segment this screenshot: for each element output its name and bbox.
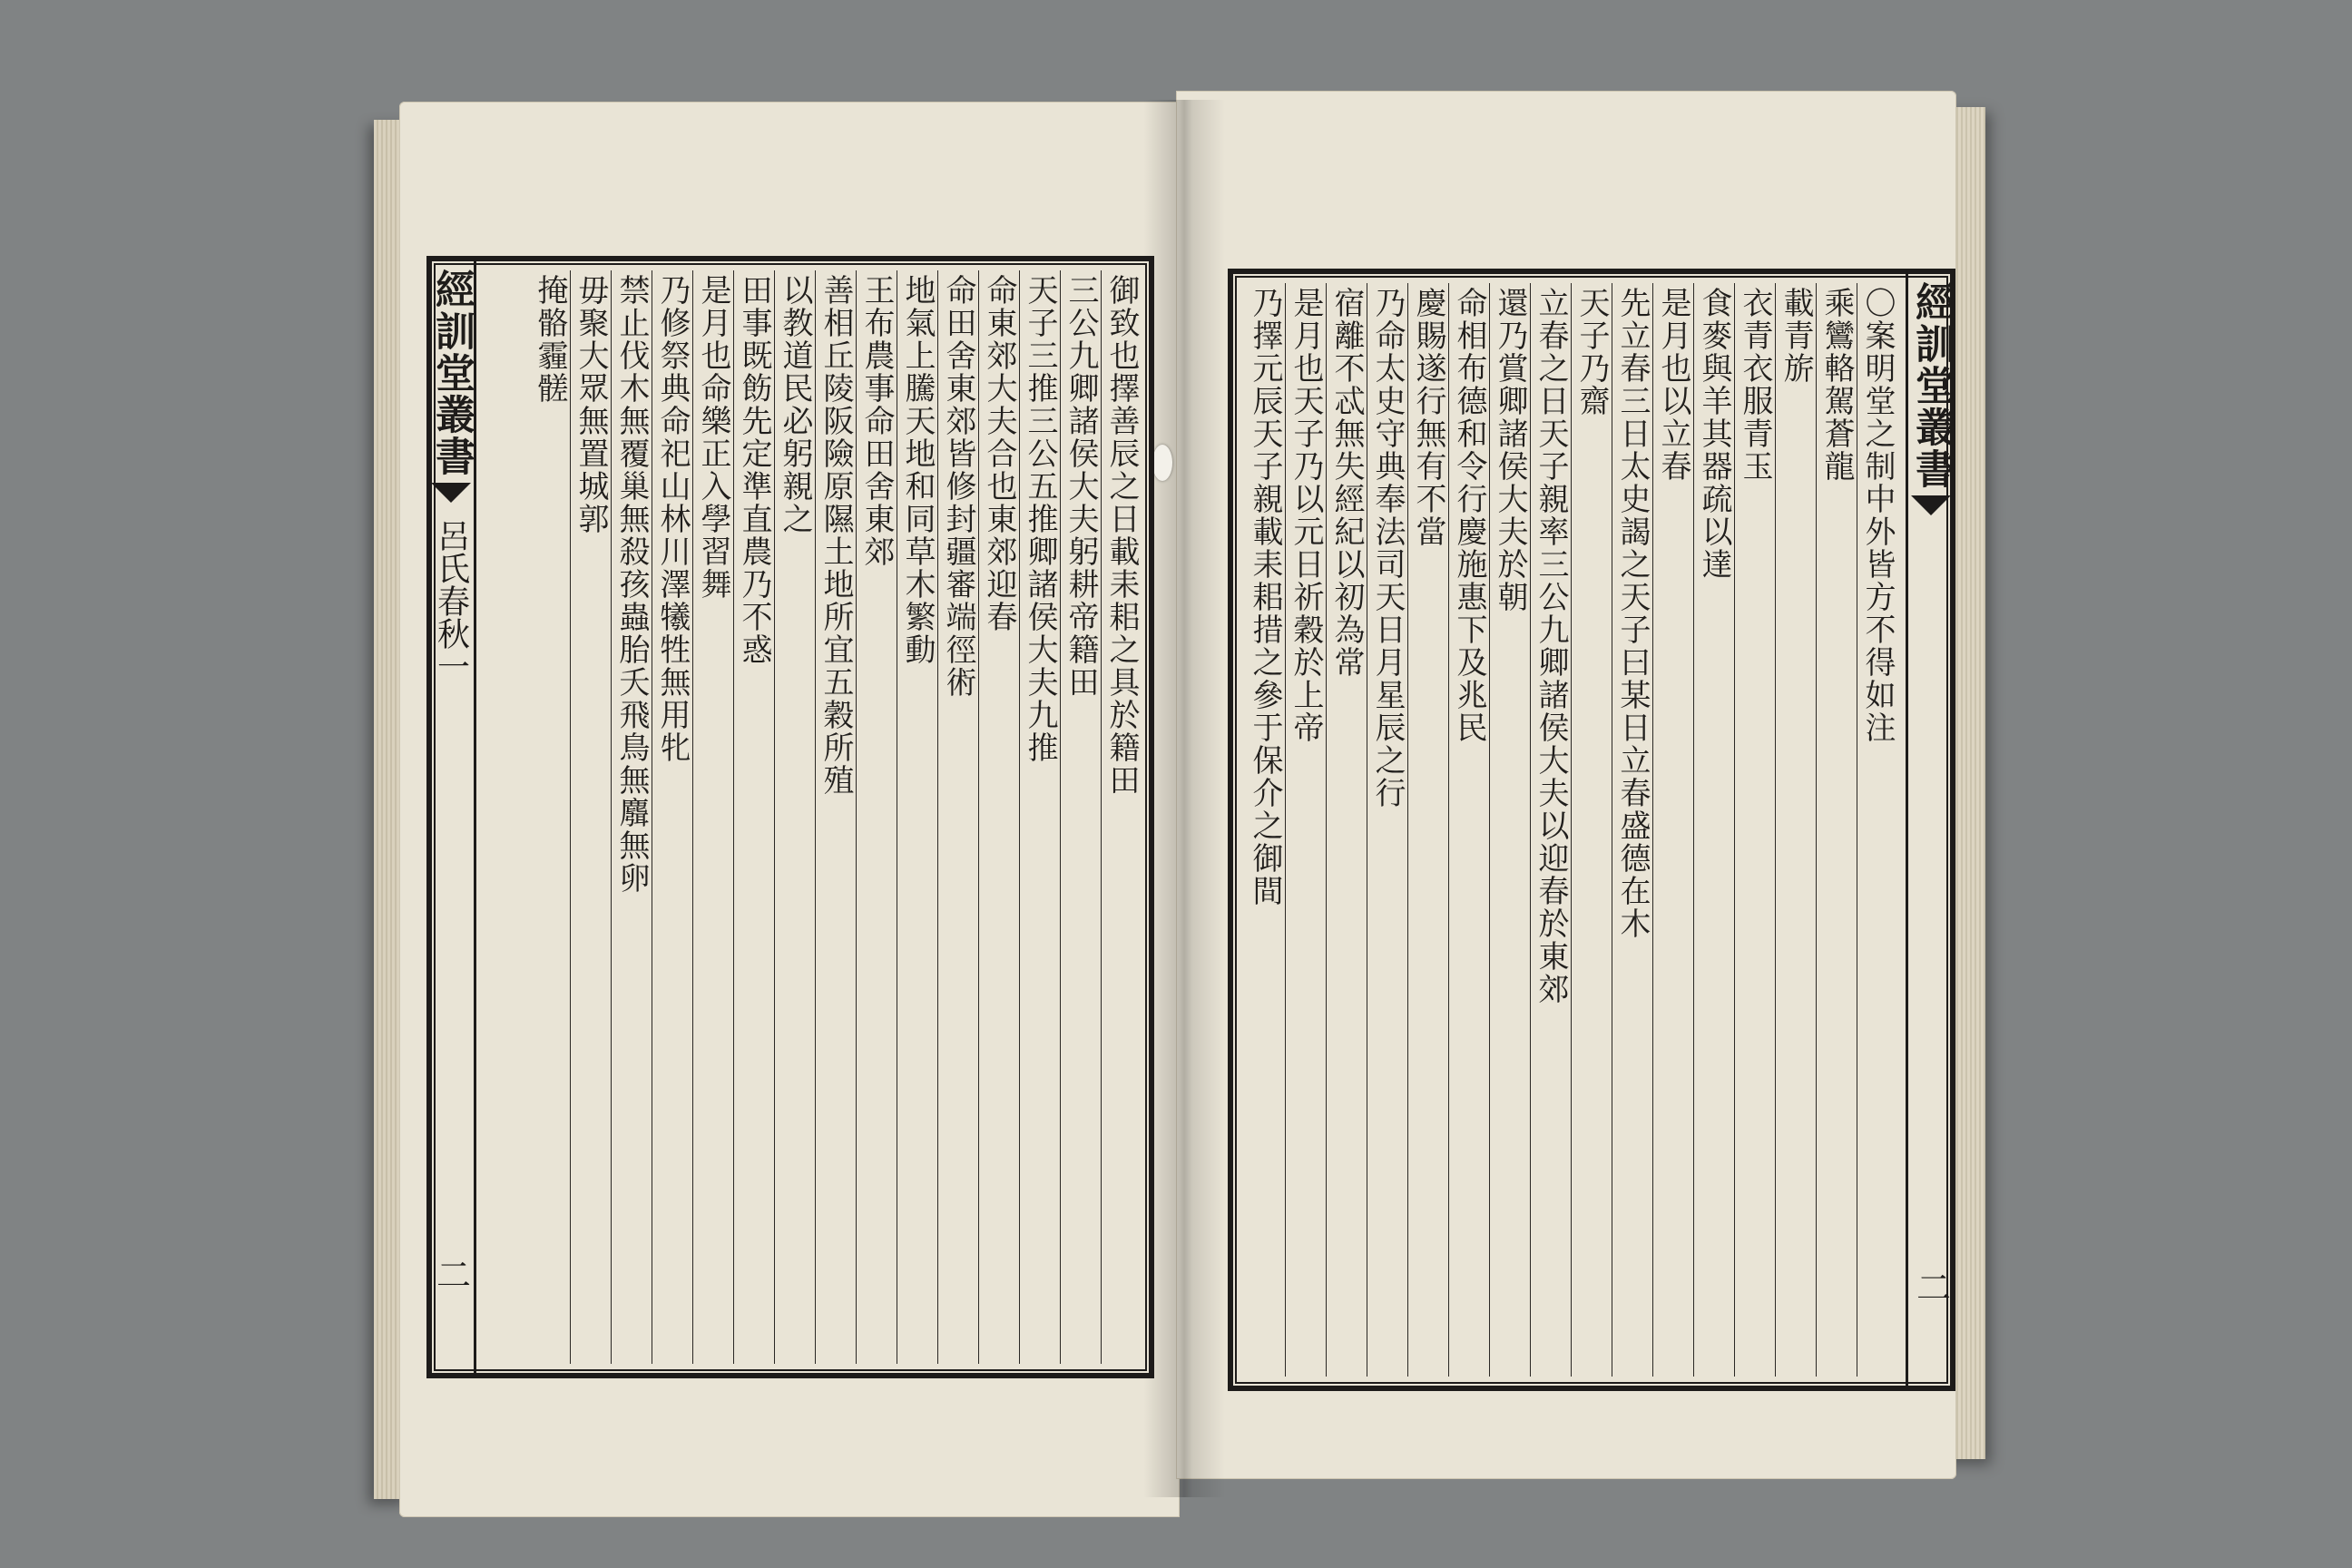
right-text-column: 乃擇元辰天子親載耒耜措之參于保介之御間 — [1247, 287, 1283, 907]
binding-stitch — [1152, 445, 1172, 481]
left-text-column: 天子三推三公五推卿諸侯大夫九推 — [1019, 270, 1060, 1364]
left-banxin-section: 呂氏春秋一 — [432, 519, 470, 682]
left-banxin — [428, 261, 476, 1373]
left-text-column: 以教道民必躬親之 — [774, 270, 815, 1364]
left-text-column: 善相丘陵阪險原隰土地所宜五穀所殖 — [815, 270, 856, 1364]
left-text-column: 御致也擇善辰之日載耒耜之具於籍田 — [1101, 270, 1142, 1364]
left-text-column: 田事既飭先定準直農乃不惑 — [733, 270, 774, 1364]
right-text-column: 〇案明堂之制中外皆方不得如注 — [1857, 283, 1897, 1377]
right-banxin-title: 經訓堂叢書 — [1908, 281, 1955, 490]
right-text-column: 載青旂 — [1775, 283, 1816, 1377]
left-text-column: 禁止伐木無覆巢無殺孩蟲胎夭飛鳥無麛無卵 — [611, 270, 652, 1364]
right-page-frame — [1228, 269, 1955, 1391]
left-fishtail-mark — [431, 483, 471, 503]
right-text-column: 是月也以立春 — [1652, 283, 1693, 1377]
right-text-column: 是月也天子乃以元日祈穀於上帝 — [1285, 283, 1326, 1377]
right-text-block — [1240, 283, 1897, 1377]
right-text-column: 宿離不忒無失經紀以初為常 — [1326, 283, 1367, 1377]
left-text-column: 王布農事命田舍東郊 — [856, 270, 897, 1364]
right-text-column: 食麥與羊其器疏以達 — [1693, 283, 1734, 1377]
left-text-column: 三公九卿諸侯大夫躬耕帝籍田 — [1060, 270, 1101, 1364]
left-text-column: 掩骼霾髊 — [532, 274, 568, 405]
right-text-column: 衣青衣服青玉 — [1734, 283, 1775, 1377]
left-text-column: 命田舍東郊皆修封疆審端徑術 — [937, 270, 978, 1364]
right-text-column: 天子乃齋 — [1571, 283, 1612, 1377]
left-page-frame — [426, 256, 1154, 1378]
right-text-column: 乃命太史守典奉法司天日月星辰之行 — [1367, 283, 1407, 1377]
left-text-column: 毋聚大眾無置城郭 — [570, 270, 611, 1364]
left-text-block — [485, 270, 1142, 1364]
book-gutter — [1143, 100, 1225, 1497]
right-banxin-page-number: 二 — [1910, 1269, 1951, 1304]
left-text-column: 命東郊大夫合也東郊迎春 — [978, 270, 1019, 1364]
left-text-column: 乃修祭典命祀山林川澤犧牲無用牝 — [652, 270, 692, 1364]
right-fishtail-mark — [1911, 495, 1951, 515]
right-text-column: 慶賜遂行無有不當 — [1407, 283, 1448, 1377]
left-text-column: 地氣上騰天地和同草木繁動 — [897, 270, 937, 1364]
left-text-column: 是月也命樂正入學習舞 — [692, 270, 733, 1364]
left-banxin-title: 經訓堂叢書 — [428, 269, 475, 477]
right-text-column: 立春之日天子親率三公九卿諸侯大夫以迎春於東郊 — [1530, 283, 1571, 1377]
right-banxin — [1906, 274, 1954, 1386]
right-text-column: 先立春三日太史謁之天子曰某日立春盛德在木 — [1612, 283, 1652, 1377]
right-text-column: 乘鸞輅駕蒼龍 — [1816, 283, 1857, 1377]
left-banxin-page-number: 二 — [430, 1257, 471, 1291]
right-text-column: 還乃賞卿諸侯大夫於朝 — [1489, 283, 1530, 1377]
right-text-column: 命相布德和令行慶施惠下及兆民 — [1448, 283, 1489, 1377]
